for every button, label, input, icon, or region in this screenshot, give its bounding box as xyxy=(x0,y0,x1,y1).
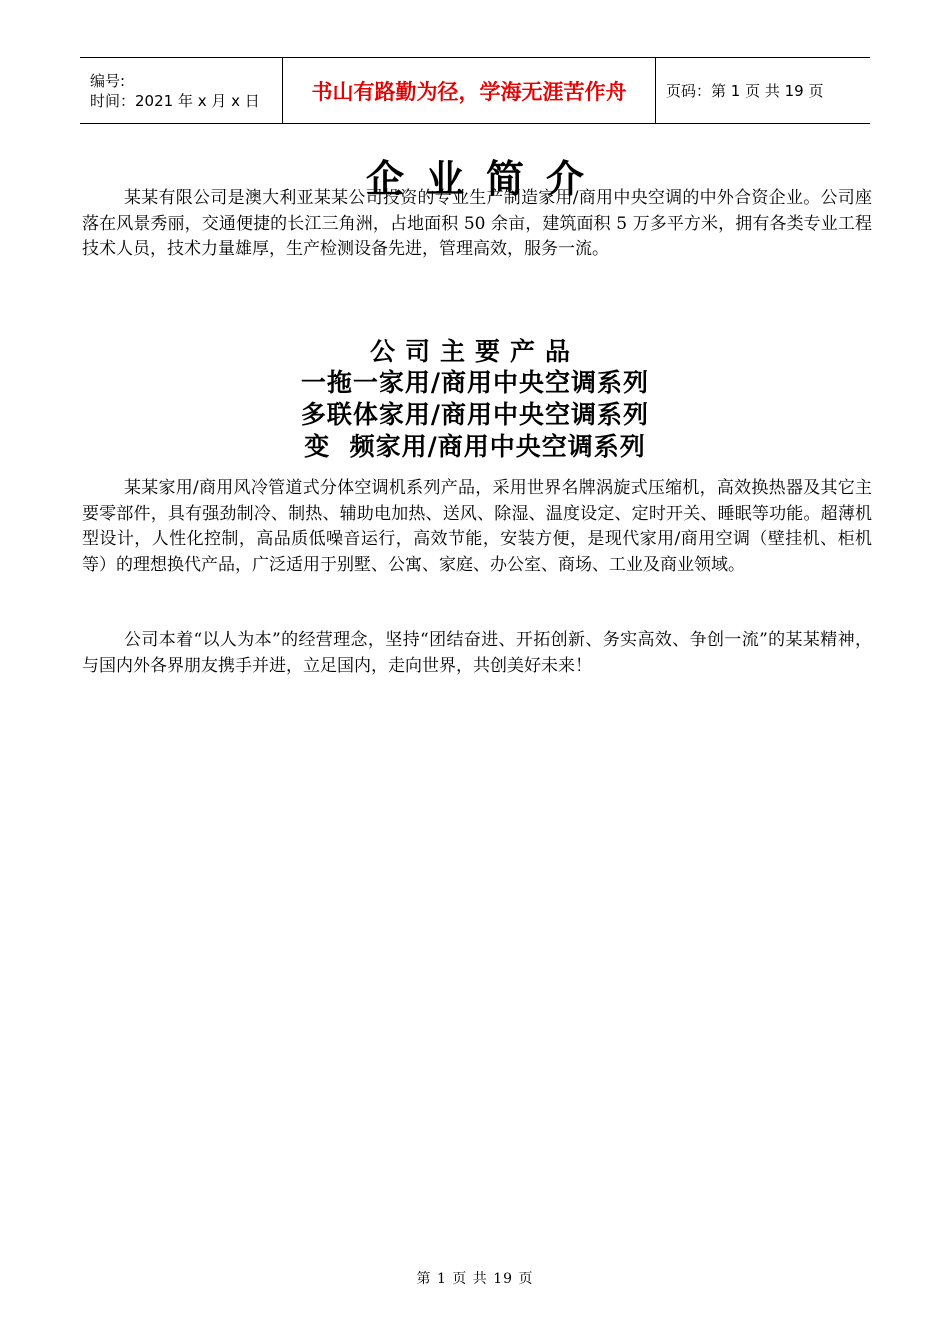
page-header xyxy=(80,57,870,124)
page-footer: 第 1 页 共 19 页 xyxy=(416,1271,534,1287)
header-right-cell xyxy=(656,58,870,123)
page-number-info: 页码：第 1 页 共 19 页 xyxy=(666,82,824,100)
document-number-label: 编号: xyxy=(90,71,126,90)
header-motto: 书山有路勤为径，学海无涯苦作舟 xyxy=(311,78,627,104)
products-heading: 公司主要产品 xyxy=(369,337,580,366)
product-line-2: 多联体家用/商用中央空调系列 xyxy=(300,400,650,429)
company-philosophy-paragraph: 公司本着“以人为本”的经营理念，坚持“团结奋进、开拓创新、务实高效、争创一流”的某某精神，与国内外各界朋友携手并进，立足国内，走向世界，共创美好未来！ xyxy=(82,630,872,676)
product-line-1: 一拖一家用/商用中央空调系列 xyxy=(300,368,650,397)
product-description-paragraph: 某某家用/商用风冷管道式分体空调机系列产品，采用世界名牌涡旋式压缩机，高效换热器及其它主要零部件，具有强劲制冷、制热、辅助电加热、送风、除湿、温度设定、定时开关、睡眠等功能。超薄机型设计，人性化控制，高品质低噪音运行，高效节能，安装方便，是现代家用/商用空调（壁挂机、柜机等）的理想换代产品，广泛适用于别墅、公寓、家庭、办公室、商场、工业及商业领域。 xyxy=(82,478,872,575)
document-title: 企业简介 xyxy=(365,156,606,201)
header-motto-cell xyxy=(282,58,656,123)
products-block xyxy=(0,336,950,463)
header-left-cell xyxy=(80,58,282,123)
intro-paragraph: 某某有限公司是澳大利亚某某公司投资的专业生产制造家用/商用中央空调的中外合资企业。公司座落在风景秀丽，交通便捷的长江三角洲，占地面积 50 余亩，建筑面积 5 万多平方米，拥有各类专业工程技术人员，技术力量雄厚，生产检测设备先进，管理高效，服务一流。 xyxy=(82,188,872,259)
document-time-label: 时间：2021 年 x 月 x 日 xyxy=(90,91,260,110)
product-line-3: 变 频家用/商用中央空调系列 xyxy=(304,432,646,461)
